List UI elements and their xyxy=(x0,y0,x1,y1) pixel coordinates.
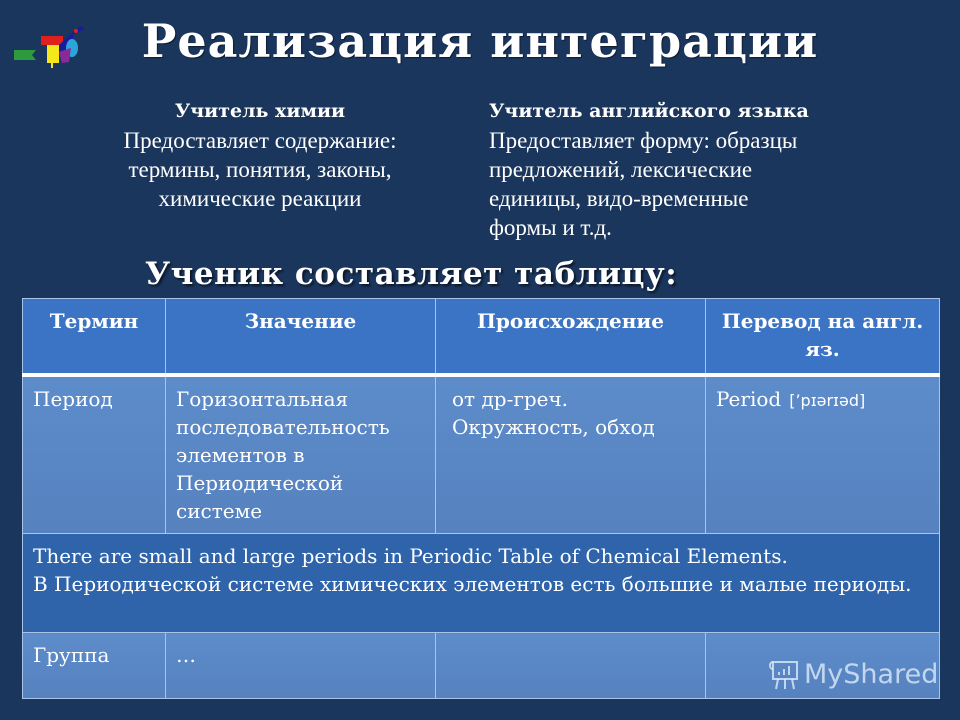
english-teacher-block xyxy=(489,97,919,242)
table-row xyxy=(23,375,940,534)
cell-origin: от др-греч. Окружность, обход xyxy=(436,375,706,534)
chemistry-line: термины, понятия, законы, xyxy=(128,157,392,182)
english-line: единицы, видо-временные xyxy=(489,186,749,211)
example-row xyxy=(23,534,940,633)
example-english: There are small and large periods in Periodic Table of Chemical Elements. xyxy=(33,544,788,568)
terms-table xyxy=(22,298,940,699)
cell-term: Период xyxy=(23,375,166,534)
cell-origin xyxy=(436,633,706,699)
watermark-text: MyShared xyxy=(804,658,939,690)
header-meaning: Значение xyxy=(166,299,436,376)
cell-example xyxy=(23,534,940,633)
cell-term: Группа xyxy=(23,633,166,699)
presentation-board-icon xyxy=(768,657,800,691)
english-line: формы и т.д. xyxy=(489,215,612,240)
cell-meaning: Горизонтальная последовательность элементов в Периодической системе xyxy=(166,375,436,534)
transcription: [’pɪərɪəd] xyxy=(789,391,866,410)
english-line: Предоставляет форму: образцы xyxy=(489,128,798,153)
watermark xyxy=(768,657,938,691)
english-line: предложений, лексические xyxy=(489,157,753,182)
example-russian: В Периодической системе химических элементов есть большие и малые периоды. xyxy=(33,572,912,596)
english-teacher-heading: Учитель английского языка xyxy=(489,100,809,122)
cell-meaning: … xyxy=(166,633,436,699)
chemistry-line: Предоставляет содержание: xyxy=(123,128,397,153)
header-translation: Перевод на англ. яз. xyxy=(706,299,940,376)
table-subtitle: Ученик составляет таблицу: xyxy=(145,256,678,292)
chemistry-teacher-heading: Учитель химии xyxy=(174,100,346,122)
chemistry-teacher-block xyxy=(40,97,480,213)
translation-word: Period xyxy=(716,387,782,411)
cell-translation xyxy=(706,375,940,534)
table-header-row xyxy=(23,299,940,376)
slide-title: Реализация интеграции xyxy=(141,14,819,68)
header-origin: Происхождение xyxy=(436,299,706,376)
chemistry-line: химические реакции xyxy=(158,186,362,211)
header-term: Термин xyxy=(23,299,166,376)
